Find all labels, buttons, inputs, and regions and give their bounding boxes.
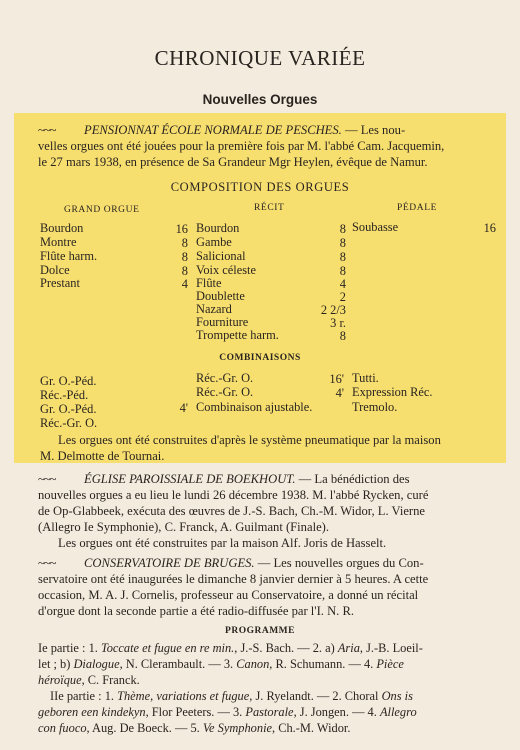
prog-title: Toccate et fugue en re min. [100, 641, 235, 655]
prog-title: Aria [337, 641, 360, 655]
swirl-ornament: ~~~ [38, 123, 56, 137]
prog-text: let ; b) [38, 657, 74, 671]
programme-heading: PROGRAMME [225, 626, 295, 636]
comb-item: Réc.-Gr. O. [196, 385, 254, 399]
prog-title: Ons is [381, 689, 413, 703]
boekhout-paragraph [38, 471, 496, 551]
recit-size: 2 [339, 290, 346, 304]
pesches-line3: le 27 mars 1938, en présence de Sa Grandeur Mgr Heylen, évêque de Namur. [38, 155, 428, 169]
bruges-line1-rest: — Les nouvelles orgues du Con- [254, 556, 424, 570]
section-subtitle: Nouvelles Orgues [202, 92, 318, 107]
prog-text: , N. Clerambault. — 3. [119, 657, 237, 671]
recit-stop: Doublette [196, 289, 245, 303]
go-size: 8 [181, 264, 188, 278]
go-stop: Bourdon [40, 221, 84, 235]
pedale-heading: PÉDALE [397, 203, 438, 213]
go-size: 8 [181, 236, 188, 250]
page-title: CHRONIQUE VARIÉE [154, 46, 366, 70]
prog-title: Pièce [376, 657, 404, 671]
prog-title: Pastorale [245, 705, 294, 719]
prog-text: , J. Ryelandt. — 2. Choral [249, 689, 382, 703]
prog-title: Dialogue [73, 657, 120, 671]
recit-size: 8 [339, 222, 346, 236]
pesches-paragraph [38, 122, 496, 170]
recit-stop: Salicional [196, 249, 246, 263]
recit-heading: RÉCIT [254, 203, 285, 213]
comb-item: Gr. O.-Péd. [40, 402, 97, 416]
recit-size: 8 [339, 329, 346, 343]
prog-text: , Flor Peeters. — 3. [145, 705, 246, 719]
recit-stop: Nazard [196, 302, 232, 316]
prog-title: Allegro [379, 705, 417, 719]
prog-title: Thème, variations et fugue [117, 689, 250, 703]
boekhout-line3: de Op-Glabbeek, exécuta des œuvres de J.-S. Bach, Ch.-M. Widor, L. Vierne [38, 504, 426, 518]
go-stop: Flûte harm. [40, 249, 98, 263]
swirl-ornament: ~~~ [38, 472, 56, 486]
prog-title: Ve Symphonie [202, 721, 273, 735]
boekhout-line5: Les orgues ont été construites par la maison Alf. Joris de Hasselt. [58, 536, 387, 550]
boekhout-line1-rest: — La bénédiction des [295, 472, 410, 486]
recit-size: 8 [339, 236, 346, 250]
bruges-line4: d'orgue dont la seconde partie a été radio-diffusée par l'I. N. R. [38, 604, 355, 618]
pesches-lead: PENSIONNAT ÉCOLE NORMALE DE PESCHES. [84, 123, 342, 137]
grand-orgue-heading: GRAND ORGUE [64, 205, 140, 215]
bruges-paragraph [38, 555, 496, 619]
pesches-footer [58, 432, 498, 448]
go-stop: Prestant [40, 276, 80, 290]
recit-size: 4 [339, 277, 346, 291]
prog-title: Canon [236, 657, 270, 671]
boekhout-line4: (Allegro Ie Symphonie), C. Franck, A. Guilmant (Finale). [38, 520, 330, 534]
prog-text: , Ch.-M. Widor. [272, 721, 351, 735]
recit-stop: Voix céleste [196, 263, 256, 277]
go-size: 16 [175, 222, 188, 236]
go-size: 8 [181, 250, 188, 264]
comb-item: Tutti. [352, 371, 379, 385]
combinaisons-heading: COMBINAISONS [219, 353, 301, 363]
comb-mark: 4' [335, 386, 344, 400]
composition-heading: COMPOSITION DES ORGUES [170, 180, 350, 194]
bruges-line3: occasion, M. A. J. Cornelis, professeur au Conservatoire, a donné un récital [38, 588, 419, 602]
recit-stop: Trompette harm. [196, 328, 279, 342]
prog-text: , J.-B. Loeil- [359, 641, 423, 655]
recit-size: 8 [339, 250, 346, 264]
pedale-stop: Soubasse [352, 220, 399, 234]
pesches-line2: velles orgues ont été jouées pour la première fois par M. l'abbé Cam. Jacquemin, [38, 139, 445, 153]
comb-item: Réc.-Péd. [40, 388, 89, 402]
pesches-line1-rest: — Les nou- [341, 123, 406, 137]
recit-size: 2 2/3 [320, 303, 346, 317]
recit-stop: Fourniture [196, 315, 249, 329]
prog-text: Ie partie : 1. [38, 641, 101, 655]
boekhout-lead: ÉGLISE PAROISSIALE DE BOEKHOUT. [84, 472, 296, 486]
prog-title: geboren een kindekyn [38, 705, 146, 719]
recit-stop: Flûte [196, 276, 222, 290]
go-stop: Dolce [40, 263, 70, 277]
prog-text: , Aug. De Boeck. — 5. [86, 721, 203, 735]
comb-item: Réc.-Gr. O. [196, 371, 254, 385]
recit-size: 8 [339, 264, 346, 278]
prog-title: con fuoco [38, 721, 87, 735]
comb-item: Expression Réc. [352, 385, 433, 399]
programme-text [38, 640, 496, 736]
prog-title: héroïque [38, 673, 82, 687]
pesches-footer-line2: M. Delmotte de Tournai. [40, 449, 165, 463]
prog-text: IIe partie : 1. [50, 689, 118, 703]
bruges-lead: CONSERVATOIRE DE BRUGES. [84, 556, 255, 570]
pedale-size: 16 [483, 221, 496, 235]
prog-text: , C. Franck. [81, 673, 140, 687]
comb-item: Gr. O.-Péd. [40, 374, 97, 388]
comb-item: Tremolo. [352, 400, 398, 414]
recit-stop: Gambe [196, 235, 232, 249]
prog-text: , R. Schumann. — 4. [269, 657, 377, 671]
comb-mark: 16' [329, 372, 344, 386]
comb-item: Combinaison ajustable. [196, 400, 313, 414]
go-stop: Montre [40, 235, 77, 249]
bruges-line2: servatoire ont été inaugurées le dimanche 8 janvier dernier à 5 heures. A cette [38, 572, 429, 586]
recit-stop: Bourdon [196, 221, 240, 235]
pesches-footer-line2-wrap [40, 448, 498, 464]
boekhout-line2: nouvelles orgues a eu lieu le lundi 26 décembre 1938. M. l'abbé Rycken, curé [38, 488, 429, 502]
swirl-ornament: ~~~ [38, 556, 56, 570]
pesches-footer-line1: Les orgues ont été construites d'après le système pneumatique par la maison [58, 433, 441, 447]
recit-size: 3 r. [330, 316, 346, 330]
comb-item: Réc.-Gr. O. [40, 416, 98, 430]
comb-mark: 4' [179, 401, 188, 415]
go-size: 4 [181, 277, 188, 291]
prog-text: , J.-S. Bach. — 2. a) [234, 641, 338, 655]
prog-text: , J. Jongen. — 4. [293, 705, 380, 719]
